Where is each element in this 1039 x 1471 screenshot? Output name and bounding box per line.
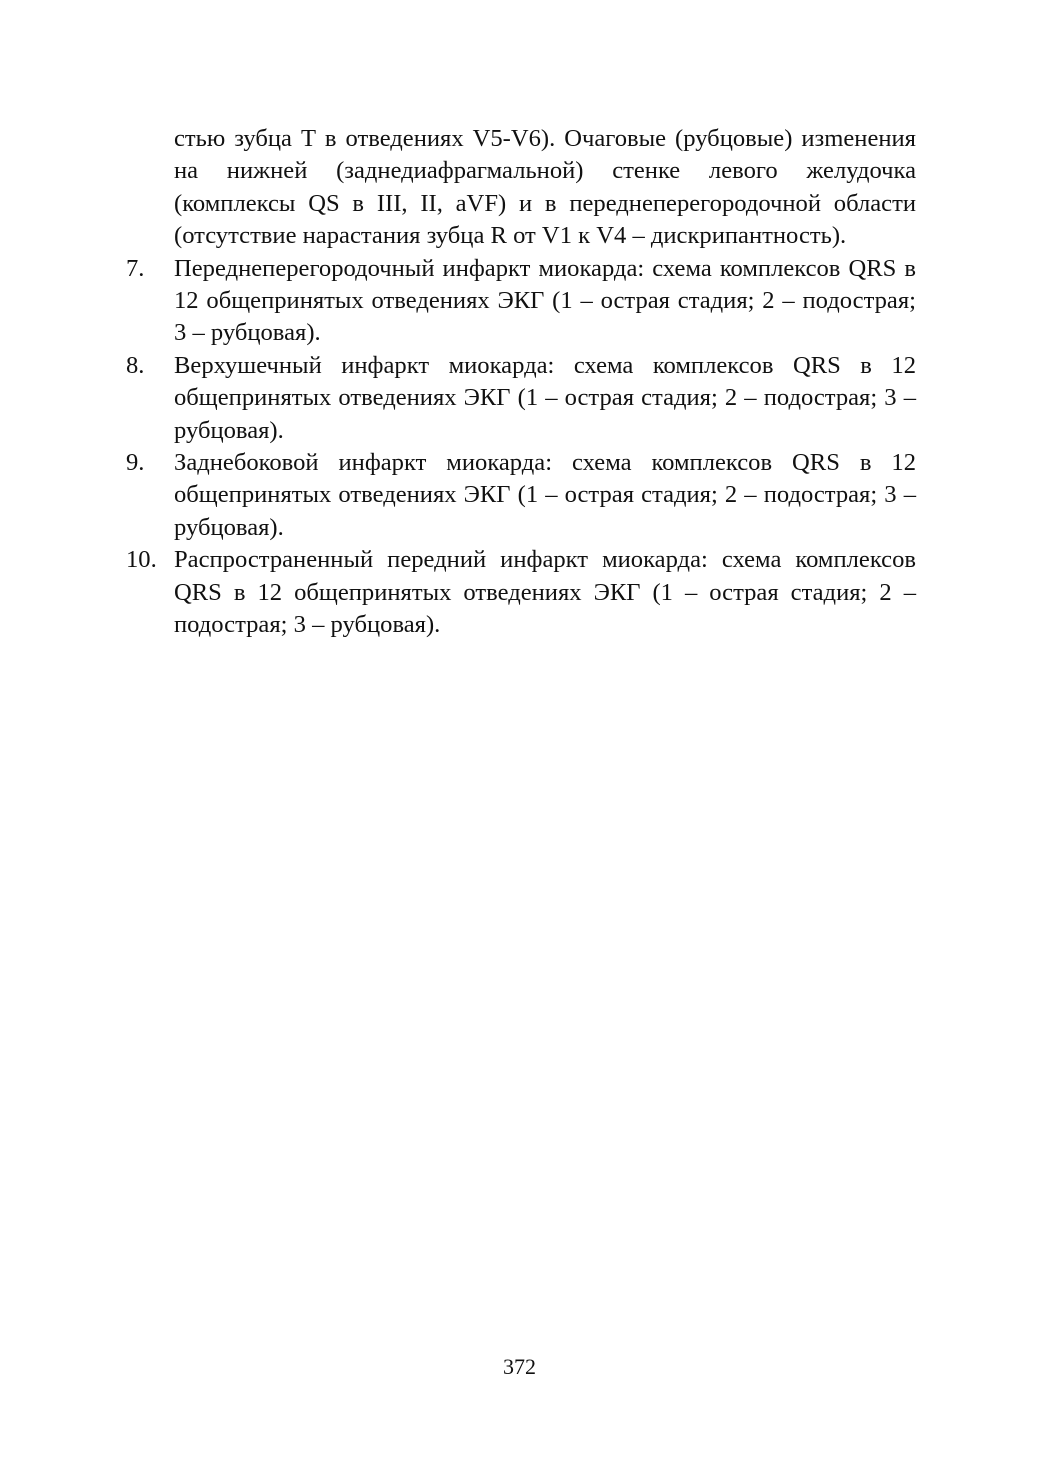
list-item-number: 10. [126, 546, 157, 574]
list-item-text: Заднебоковой инфаркт миокарда: схема комплексов QRS в 12 общепринятых отведениях ЭКГ (1 – острая стадия; 2 – подострая; 3 – рубцовая). [174, 449, 916, 541]
list-item [126, 253, 916, 350]
list-item-number: 8. [126, 351, 145, 379]
list-item [126, 350, 916, 447]
list-item [126, 544, 916, 641]
page-content [126, 123, 916, 642]
continuation-paragraph: стью зубца Т в отведениях V5-V6). Очаговые (рубцовые) изmенения на нижней (заднедиафрагмальной) стенке левого желудочка (комплексы QS в III, II, aVF) и в переднеперегородочной области (отсутствие нарастания зубца R от V1 к V4 – дискрипантность). [174, 125, 916, 250]
list-item [126, 447, 916, 544]
list-item-number: 7. [126, 254, 145, 282]
list-item-text: Распространенный передний инфаркт миокарда: схема комплексов QRS в 12 общепринятых отведениях ЭКГ (1 – острая стадия; 2 – подострая; 3 – рубцовая). [174, 546, 916, 639]
numbered-list [126, 253, 916, 642]
list-item-number: 9. [126, 449, 145, 477]
page-number: 372 [503, 1354, 536, 1379]
list-item-text: Верхушечный инфаркт миокарда: схема комплексов QRS в 12 общепринятых отведениях ЭКГ (1 – острая стадия; 2 – подострая; 3 – рубцовая). [174, 351, 916, 444]
list-item-text: Переднеперегородочный инфаркт миокарда: схема комплексов QRS в 12 общепринятых отведениях ЭКГ (1 – острая стадия; 2 – подострая; 3 – рубцовая). [174, 254, 916, 347]
